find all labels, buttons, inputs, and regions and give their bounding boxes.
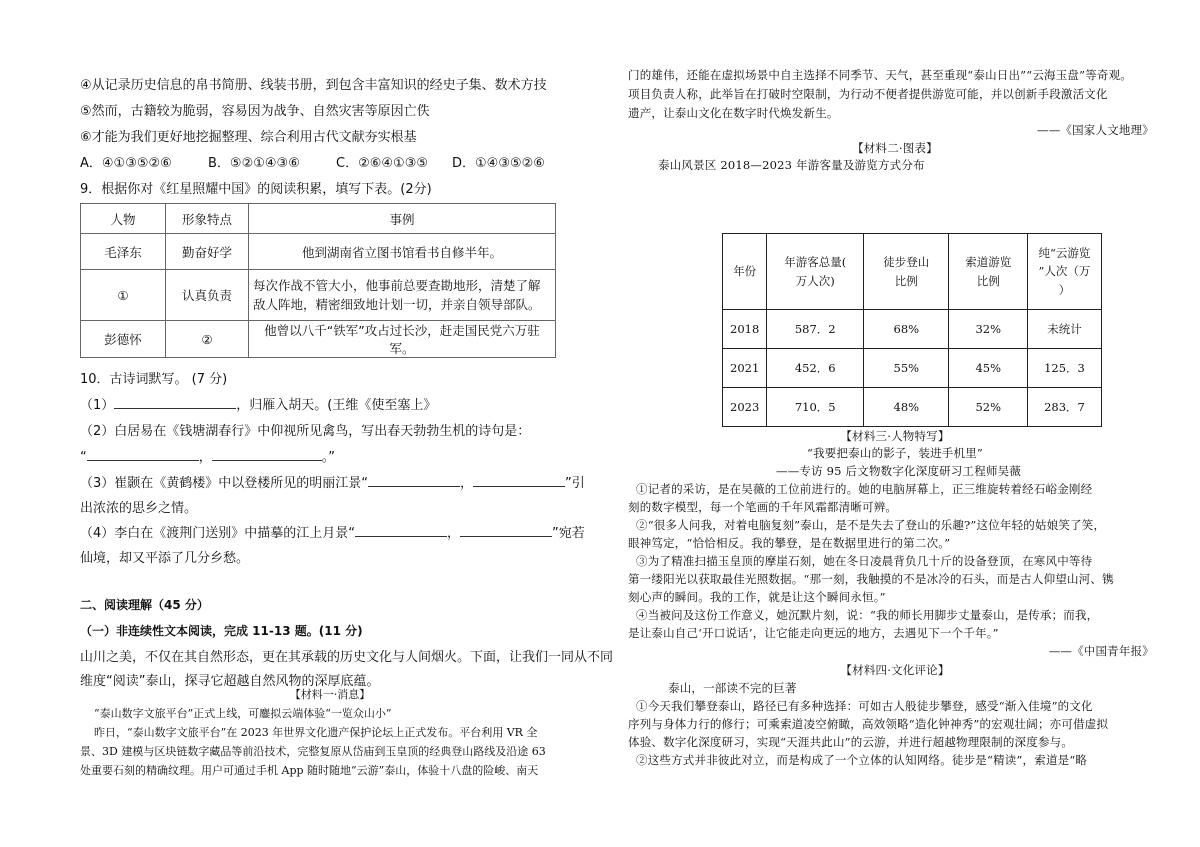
stats-header: 年游客总量( 万人次) — [767, 234, 864, 310]
stats-header: 索道游览 比例 — [949, 234, 1028, 310]
q10-1 — [80, 394, 436, 413]
stats-cell: 55% — [864, 349, 949, 388]
option-line-6: ⑥才能为我们更好地挖掘整理、综合利用古代文献夯实根基 — [80, 130, 417, 145]
option-line-4: ④从记录历史信息的帛书简册、线装书册，到包含丰富知识的经史子集、数术方技 — [80, 78, 547, 93]
answer-blank[interactable] — [87, 448, 199, 461]
q10-1-number: （1） — [80, 398, 115, 413]
question-9: 9．根据你对《红星照耀中国》的阅读积累，填写下表。(2分) — [80, 182, 432, 197]
answer-blank[interactable] — [460, 524, 552, 537]
stats-cell: 未统计 — [1028, 310, 1102, 349]
material-3-line: 是让泰山自己‘开口说话’，让它能走向更远的地方，去遇见下一个千年。” — [628, 626, 999, 640]
table-header: 形象特点 — [166, 204, 249, 234]
material-3-subtitle: ——专访 95 后文物数字化深度研习工程师吴薇 — [776, 464, 1022, 478]
material-3-line: 第一缕阳光以获取最佳光照数据。“那一刻，我触摸的不是冰冷的石头，而是古人仰望山河、镌 — [628, 572, 1114, 586]
stats-cell: 2018 — [723, 310, 767, 349]
answer-blank[interactable] — [355, 524, 447, 537]
material-1-line: 景、3D 建模与区块链数字藏品等前沿技术，完整复原从岱庙到玉皇顶的经典登山路线及沿途 63 — [80, 745, 546, 758]
choice-a: A．④①③⑤②⑥ — [80, 156, 172, 171]
q10-3-end: ”引 — [565, 476, 585, 491]
intro-line-1: 山川之美，不仅在其自然形态，更在其承载的历史文化与人间烟火。下面，让我们一同从不同 — [80, 650, 614, 665]
table-cell: 认真负责 — [166, 270, 249, 321]
section-2-title: 二、阅读理解（45 分） — [80, 598, 209, 612]
material-3-line: ④当被问及这份工作意义，她沉默片刻，说：“我的师长用脚步丈量泰山，是传承；而我， — [636, 608, 1099, 622]
q10-4-end: ”宛若 — [552, 526, 585, 541]
material-3-line: ①记者的采访，是在吴薇的工位前进行的。她的电脑屏幕上，正三维旋转着经石峪金刚经 — [636, 482, 1093, 496]
q10-4-line2: 仙境，却又平添了几分乡愁。 — [80, 551, 250, 566]
material-3-line: 刻的数字模型，每一个笔画的千年风霜都清晰可辨。 — [628, 500, 898, 514]
table-header: 人物 — [81, 204, 166, 234]
table-cell: ② — [166, 321, 249, 358]
intro-line-2: 维度“阅读”泰山，探寻它超越自然风物的深厚底蕴。 — [80, 674, 380, 689]
stats-header: 年份 — [723, 234, 767, 310]
choice-d: D．①④③⑤②⑥ — [452, 156, 545, 171]
stats-cell: 48% — [864, 388, 949, 427]
question-10: 10．古诗词默写。 (7 分) — [80, 372, 228, 387]
q10-3-text: （3）崔颢在《黄鹤楼》中以登楼所见的明丽江景“ — [80, 476, 369, 491]
material-3-line: ③为了精准扫描玉皇顶的摩崖石刻，她在冬日凌晨背负几十斤的设备登顶，在寒风中等待 — [636, 554, 1093, 568]
material-2-caption: 泰山风景区 2018—2023 年游客量及游览方式分布 — [658, 158, 925, 172]
subsection-1-title: （一）非连续性文本阅读，完成 11-13 题。(11 分) — [80, 624, 363, 638]
material-3-line: 眼神笃定，“恰恰相反。我的攀登，是在数据里进行的第二次。” — [628, 536, 951, 550]
table-cell: 毛泽东 — [81, 234, 166, 270]
q10-2: （2）白居易在《钱塘湖春行》中仰视所见禽鸟，写出春天勃勃生机的诗句是： — [80, 424, 531, 439]
material-4-headline: 泰山，一部读不完的巨著 — [668, 681, 797, 695]
answer-blank[interactable] — [368, 474, 460, 487]
stats-cell: 452．6 — [767, 349, 864, 388]
material-4-line: 体验、数字化深度研习，实现“天涯共此山”的云游，并进行超越物理限制的深度参与。 — [628, 735, 1074, 749]
material-3-source: ——《中国青年报》 — [1048, 644, 1154, 658]
stats-cell: 2021 — [723, 349, 767, 388]
q10-3-line2: 出浓浓的思乡之情。 — [80, 501, 198, 516]
table-cell: 每次作战不管大小，他事前总要查勘地形，清楚了解敌人阵地，精密细致地计划一切，并亲自领导部队。 — [249, 270, 556, 321]
material-3-title: 【材料三·人物特写】 — [840, 429, 950, 443]
material-1-line: 处重要石刻的精确纹理。用户可通过手机 App 随时随地“云游”泰山，体验十八盘的险峻、南天 — [80, 764, 539, 777]
material-4-line: ①今天我们攀登泰山，路径已有多种选择：可如古人般徒步攀登，感受“渐入佳境”的文化 — [636, 699, 1093, 713]
material-1-cont-line: 门的雄伟，还能在虚拟场景中自主选择不同季节、天气，甚至重现“泰山日出”“云海玉盘”等奇观。 — [628, 68, 1133, 82]
material-1-title: 【材料一·消息】 — [289, 688, 371, 701]
stats-cell: 52% — [949, 388, 1028, 427]
q10-3 — [80, 472, 585, 491]
stats-cell: 710．5 — [767, 388, 864, 427]
material-1-cont-line: 项目负责人称，此举旨在打破时空限制，为行动不便者提供游览可能，并以创新手段激活文化 — [628, 87, 1108, 101]
answer-blank[interactable] — [212, 448, 322, 461]
stats-header: 纯“云游览 ”人次（万 ） — [1028, 234, 1102, 310]
stats-cell: 68% — [864, 310, 949, 349]
quote-mark: “ — [80, 450, 87, 465]
stats-header: 徒步登山 比例 — [864, 234, 949, 310]
q10-4 — [80, 522, 585, 541]
q10-2-answer — [80, 446, 335, 465]
table-cell: ① — [81, 270, 166, 321]
material-4-title: 【材料四·文化评论】 — [840, 663, 950, 677]
material-3-headline: “我要把泰山的影子，装进手机里” — [807, 446, 983, 460]
quote-close: 。” — [321, 450, 336, 465]
comma: ， — [447, 526, 461, 541]
table-cell: 他到湖南省立图书馆看书自修半年。 — [249, 234, 556, 270]
table-cell: 彭德怀 — [81, 321, 166, 358]
material-4-line: ②这些方式并非彼此对立，而是构成了一个立体的认知网络。徒步是“精读”，索道是“略 — [636, 753, 1088, 767]
table-header: 事例 — [249, 204, 556, 234]
table-cell: 勤奋好学 — [166, 234, 249, 270]
material-3-line: ②“很多人问我，对着电脑复刻”泰山，是不是失去了登山的乐趣?”这位年轻的姑娘笑了笑， — [636, 518, 1106, 532]
stats-cell: 283．7 — [1028, 388, 1102, 427]
material-1-line: 昨日，“泰山数字文旅平台”在 2023 年世界文化遗产保护论坛上正式发布。平台利用 VR 全 — [94, 726, 538, 739]
visitor-stats-table — [722, 233, 1102, 427]
choice-c: C．②⑥④①③⑤ — [336, 156, 429, 171]
stats-cell: 125．3 — [1028, 349, 1102, 388]
material-1-headline: “泰山数字文旅平台”正式上线，可鏖拟云端体验“一览众山小” — [94, 707, 392, 720]
material-3-line: 刻心声的瞬间。我的工作，就是让这个瞬间永恒。” — [628, 590, 886, 604]
comma: ， — [460, 476, 474, 491]
material-1-source: ——《国家人文地理》 — [1037, 123, 1154, 137]
material-1-cont-line: 遗产，让泰山文化在数字时代焕发新生。 — [628, 106, 839, 120]
answer-blank[interactable] — [114, 396, 236, 409]
character-table — [80, 203, 556, 358]
stats-cell: 2023 — [723, 388, 767, 427]
choice-b: B．⑤②①④③⑥ — [208, 156, 300, 171]
answer-blank[interactable] — [473, 474, 565, 487]
option-line-5: ⑤然而，古籍较为脆弱，容易因为战争、自然灾害等原因亡佚 — [80, 104, 430, 119]
table-cell: 他曾以八千“铁军”攻占过长沙，赶走国民党六万驻军。 — [249, 321, 556, 358]
stats-cell: 587．2 — [767, 310, 864, 349]
q10-1-text: ，归雁入胡天。(王维《使至塞上》 — [236, 398, 437, 413]
stats-cell: 45% — [949, 349, 1028, 388]
q10-4-text: （4）李白在《渡荆门送别》中描摹的江上月景“ — [80, 526, 356, 541]
material-4-line: 序列与身体力行的修行；可乘索道凌空俯瞰，高效领略“造化钟神秀”的宏观壮阔；亦可借虚拟 — [628, 717, 1109, 731]
stats-cell: 32% — [949, 310, 1028, 349]
comma: ， — [198, 450, 212, 465]
material-2-title: 【材料二·图表】 — [852, 141, 938, 155]
